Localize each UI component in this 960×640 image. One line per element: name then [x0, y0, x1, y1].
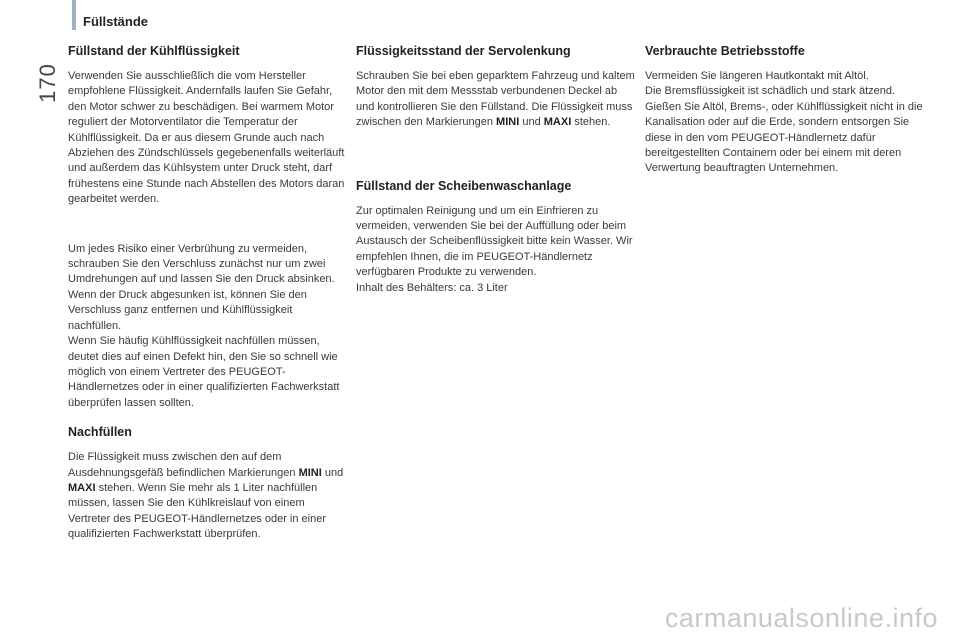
paragraph-washer-fluid: Zur optimalen Reinigung und um ein Einfrieren zu vermeiden, verwenden Sie bei der Auffüllung oder beim Austausch der Scheibenflüssigkeit bitte kein Wasser. Wir empfehlen Ihnen, die im PEUGEOT-Händlernetz verfügbaren Produkte zu verwenden.: [356, 204, 633, 279]
steering-text-a: Schrauben Sie bei eben geparktem Fahrzeug und kaltem Motor den mit dem Messstab verbundenen Deckel ab und kontrollieren Sie den Füllstand. Die Flüssigkeit muss zwischen den Markierungen: [356, 70, 635, 129]
heading-refill: Nachfüllen: [68, 425, 132, 440]
page-number: 170: [35, 63, 60, 103]
mini-mark: MINI: [496, 116, 520, 129]
paragraph-disposal: Gießen Sie Altöl, Brems-, oder Kühlflüssigkeit nicht in die Kanalisation oder auf die Erde, sondern entsorgen Sie diese in den vom PEUGEOT-Händlernetz dafür bereitgestellten Containern oder bei einem mit deren Verwertung beauftragten Unternehmen.: [645, 100, 923, 175]
refill-text-a: Die Flüssigkeit muss zwischen den auf dem Ausdehnungsgefäß befindlichen Markierungen: [68, 451, 296, 479]
paragraph-brake-fluid: Die Bremsflüssigkeit ist schädlich und stark ätzend.: [645, 85, 896, 98]
paragraph-power-steering: [356, 69, 636, 131]
heading-power-steering: Flüssigkeitsstand der Servolenkung: [356, 44, 571, 58]
maxi-mark: MAXI: [543, 116, 572, 129]
column-steering-washer: [356, 44, 636, 296]
paragraph-refill: [68, 450, 348, 542]
column-used-fluids: [645, 44, 930, 177]
paragraph-skin-contact: Vermeiden Sie längeren Hautkontakt mit Altöl.: [645, 70, 869, 82]
heading-washer-fluid: Füllstand der Scheibenwaschanlage: [356, 178, 572, 193]
and-word: und: [324, 466, 344, 479]
heading-coolant-level: Füllstand der Kühlflüssigkeit: [68, 44, 240, 58]
paragraph-washer-capacity: Inhalt des Behälters: ca. 3 Liter: [356, 281, 508, 294]
watermark: carmanualsonline.info: [664, 603, 938, 633]
steering-text-b: stehen.: [574, 116, 611, 129]
paragraph-scald-risk: Um jedes Risiko einer Verbrühung zu vermeiden, schrauben Sie den Verschluss zunächst nur um zwei Umdrehungen auf und lassen Sie den Druck absinken. Wenn der Druck abgesunken ist, können Sie den Verschluss ganz entfernen und Kühlflüssigkeit nachfüllen.: [68, 242, 335, 332]
paragraph-coolant-warning: Verwenden Sie ausschließlich die vom Hersteller empfohlene Flüssigkeit. Andernfalls laufen Sie Gefahr, den Motor schwer zu beschädigen. Bei warmem Motor reguliert der Motorventilator die Temperatur der Kühlflüssigkeit. Da er aus diesem Grunde auch nach Abziehen des Zündschlüssels gegebenenfalls weiterläuft und außerdem das Kühlsystem unter Druck steht, darf frühestens eine Stunde nach Abstellen des Motors daran gearbeitet werden.: [68, 70, 345, 206]
paragraph-frequent-refill: Wenn Sie häufig Kühlflüssigkeit nachfüllen müssen, deutet dies auf einen Defekt hin, den Sie so schnell wie möglich von einem Vertreter des PEUGEOT-Händlernetzes oder in einer qualifizierten Fachwerkstatt überprüfen lassen sollten.: [68, 335, 340, 409]
refill-text-b: stehen. Wenn Sie mehr als 1 Liter nachfüllen müssen, lassen Sie den Kühlkreislauf von einem Vertreter des PEUGEOT-Händlernetzes oder in einer qualifizierten Fachwerkstatt überprüfen.: [68, 481, 327, 541]
section-title: Füllstände: [83, 14, 149, 29]
column-coolant: [68, 44, 348, 543]
mini-mark: MINI: [298, 466, 322, 479]
heading-used-fluids: Verbrauchte Betriebsstoffe: [645, 44, 805, 58]
and-word: und: [522, 116, 541, 129]
section-marker-bar: [72, 0, 76, 30]
maxi-mark: MAXI: [68, 481, 96, 494]
